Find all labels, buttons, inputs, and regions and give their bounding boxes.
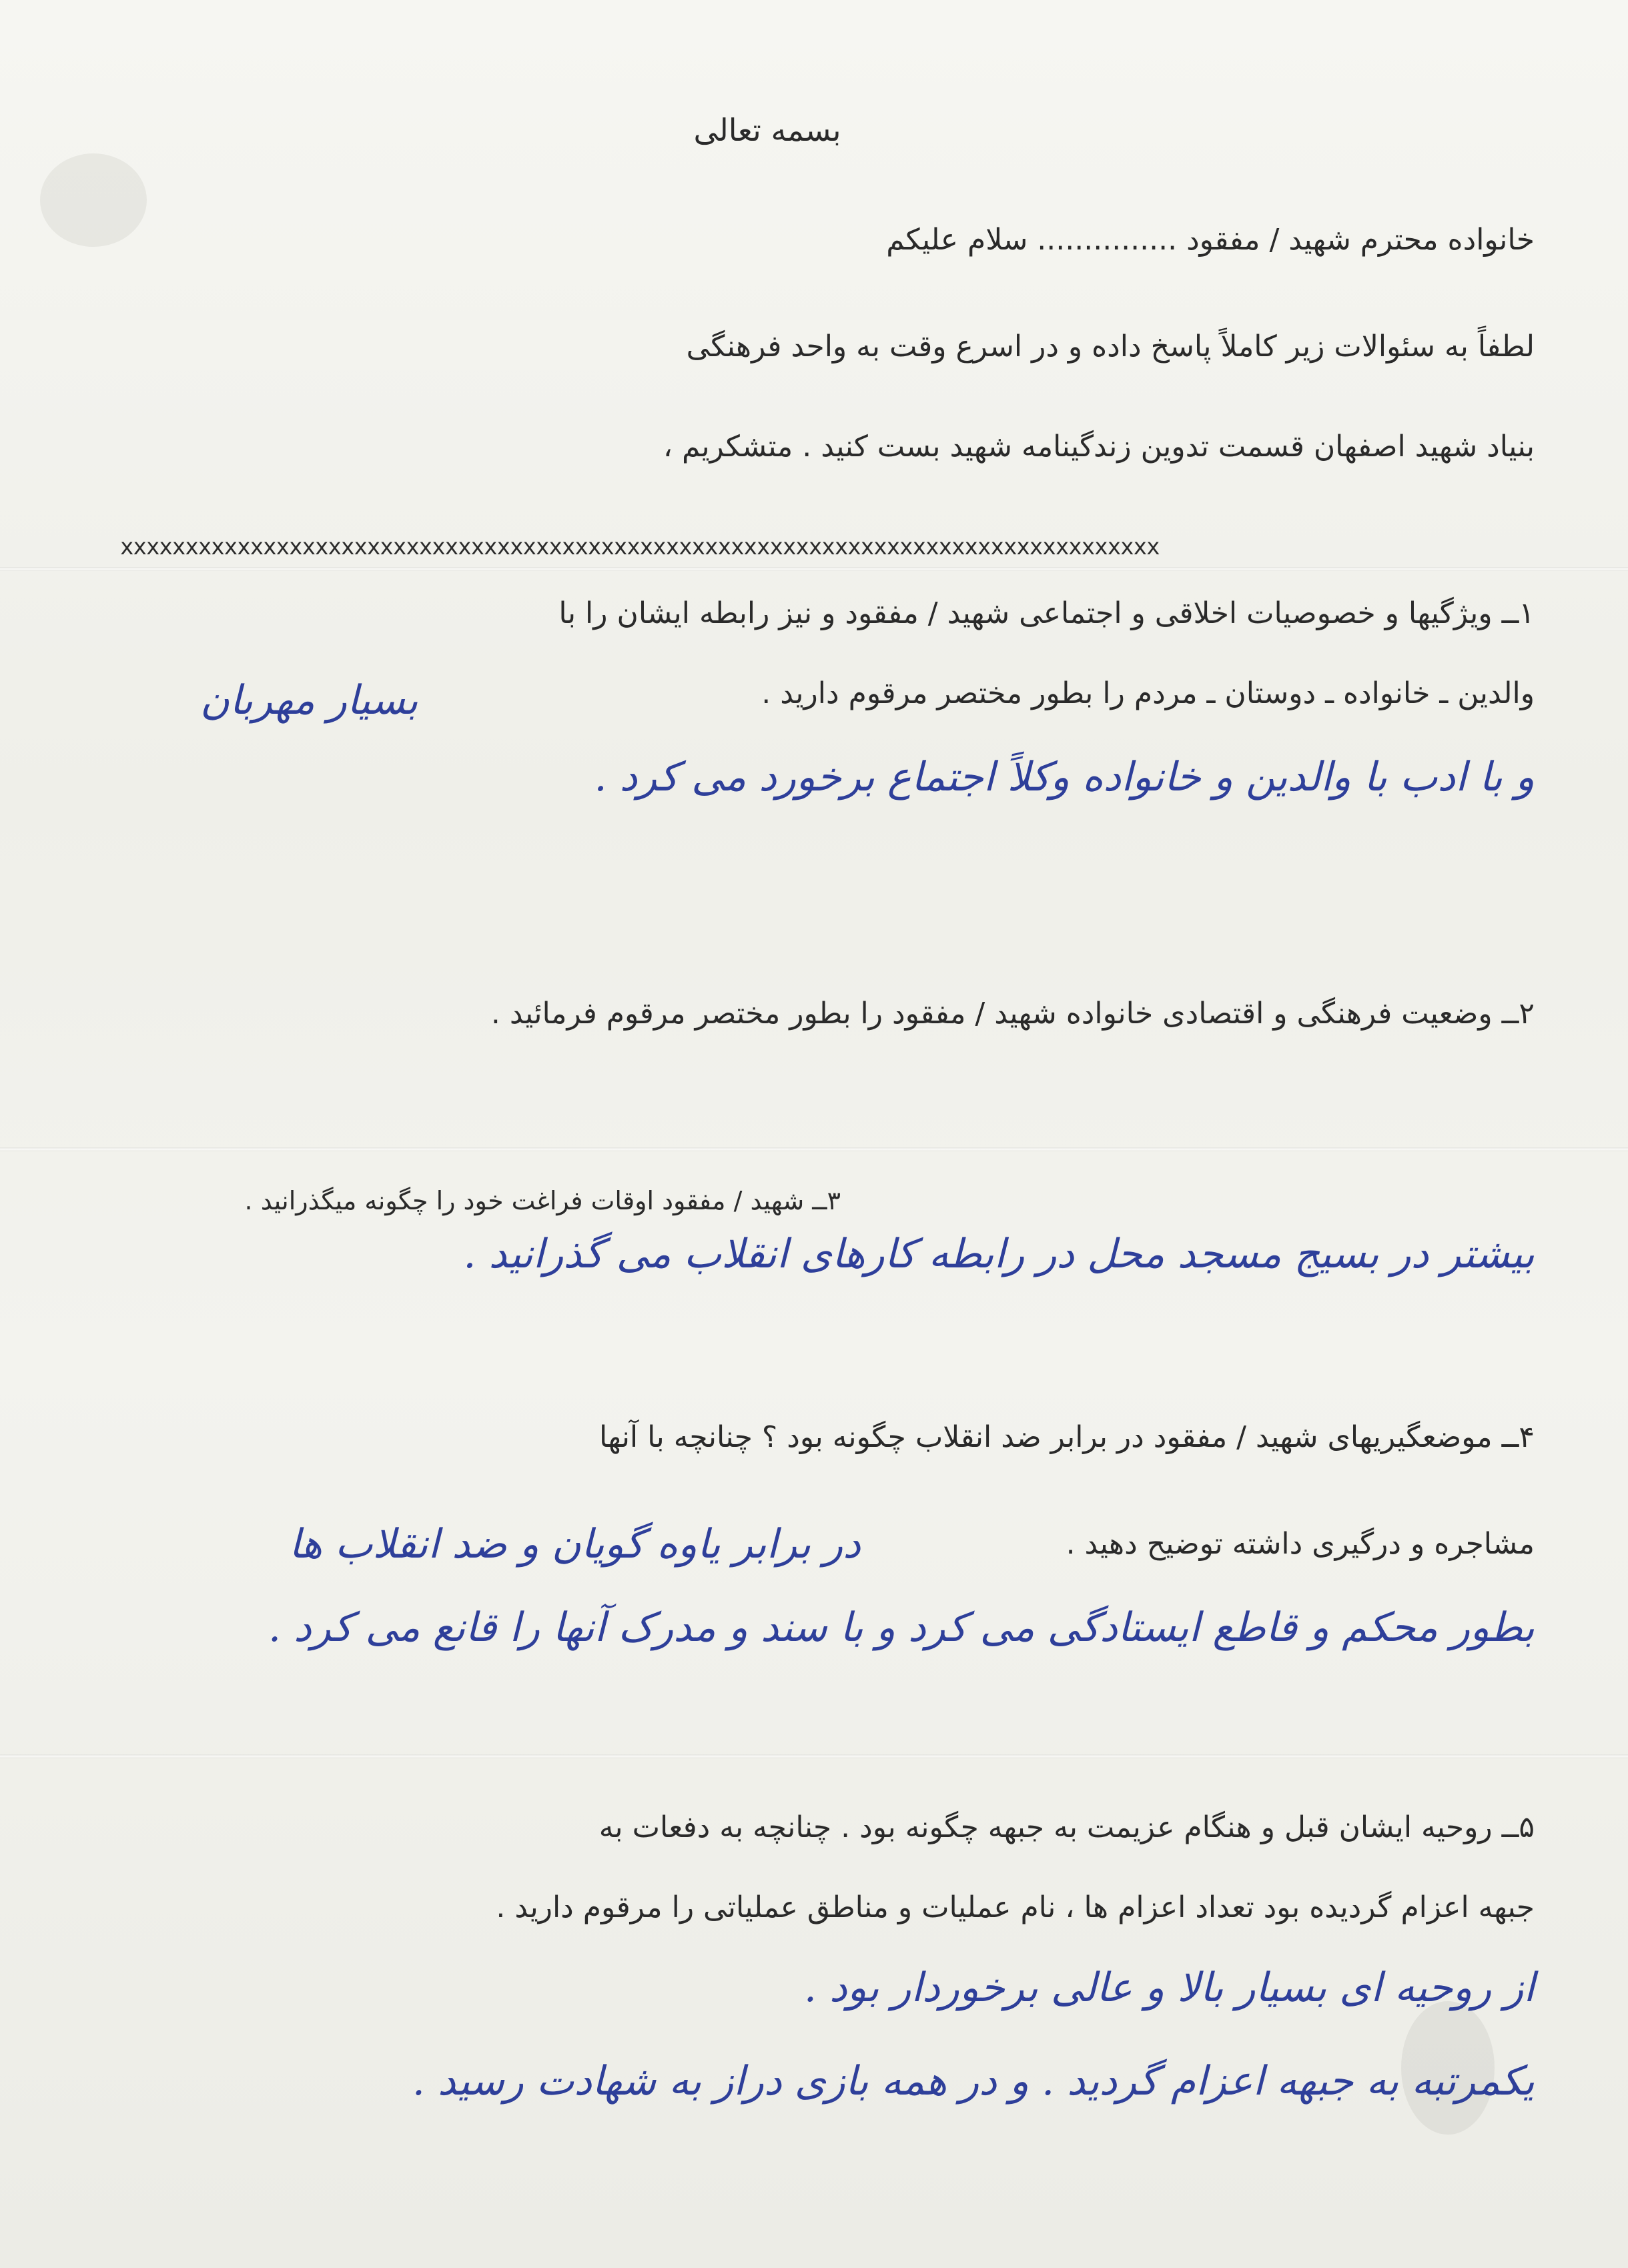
separator-line: xxxxxxxxxxxxxxxxxxxxxxxxxxxxxxxxxxxxxxxxxxxxxxxxxxxxxxxxxxxxxxxxxxxxxxxxxxxxxxxx — [120, 534, 1160, 560]
question-1-line-1: ۱ــ ویژگیها و خصوصیات اخلاقی و اجتماعی شهید / مفقود و نیز رابطه ایشان را با — [558, 596, 1535, 630]
question-5-answer-line-2: یکمرتبه به جبهه اعزام گردید . و در همه بازی دراز به شهادت رسید . — [412, 2058, 1535, 2105]
paper-fold — [0, 1147, 1628, 1151]
question-4-answer-line-2: بطور محکم و قاطع ایستادگی می کرد و با سند و مدرک آنها را قانع می کرد . — [268, 1604, 1535, 1651]
question-5-line-2: جبهه اعزام گردیده بود تعداد اعزام ها ، نام عملیات و مناطق عملیاتی را مرقوم دارید . — [496, 1890, 1535, 1924]
intro-line-3: بنیاد شهید اصفهان قسمت تدوین زندگینامه شهید بست کنید . متشکریم ، — [663, 430, 1535, 464]
paper-fold — [0, 567, 1628, 571]
question-4-answer-line-1: در برابر یاوه گویان و ضد انقلاب ها — [289, 1521, 861, 1568]
question-5-answer-line-1: از روحیه ای بسیار بالا و عالی برخوردار بود . — [803, 1964, 1535, 2011]
intro-line-1: خانواده محترم شهید / مفقود ............... سلام علیکم — [886, 223, 1535, 257]
question-5-line-1: ۵ــ روحیه ایشان قبل و هنگام عزیمت به جبهه چگونه بود . چنانچه به دفعات به — [598, 1810, 1535, 1844]
question-3-answer: بیشتر در بسیج مسجد محل در رابطه کارهای انقلاب می گذرانید . — [463, 1231, 1535, 1277]
question-1-answer-line-2: و با ادب با والدین و خانواده وکلاً اجتماع برخورد می کرد . — [594, 754, 1535, 800]
question-4-line-2: مشاجره و درگیری داشته توضیح دهید . — [1066, 1527, 1535, 1561]
question-2-line-1: ۲ــ وضعیت فرهنگی و اقتصادی خانواده شهید / مفقود را بطور مختصر مرقوم فرمائید . — [490, 997, 1535, 1031]
intro-line-2: لطفاً به سئوالات زیر کاملاً پاسخ داده و در اسرع وقت به واحد فرهنگی — [686, 330, 1535, 364]
question-4-line-1: ۴ــ موضعگیریهای شهید / مفقود در برابر ضد انقلاب چگونه بود ؟ چنانچه با آنها — [599, 1420, 1535, 1454]
question-1-line-2: والدین ـ خانواده ـ دوستان ـ مردم را بطور مختصر مرقوم دارید . — [761, 676, 1535, 710]
paper-fold — [0, 1754, 1628, 1758]
question-1-answer-line-1-text: بسیار مهربان — [200, 677, 418, 724]
page-heading: بسمه تعالی — [693, 112, 841, 148]
question-3-line-1: ۳ــ شهید / مفقود اوقات فراغت خود را چگونه میگذرانید . — [244, 1186, 841, 1215]
